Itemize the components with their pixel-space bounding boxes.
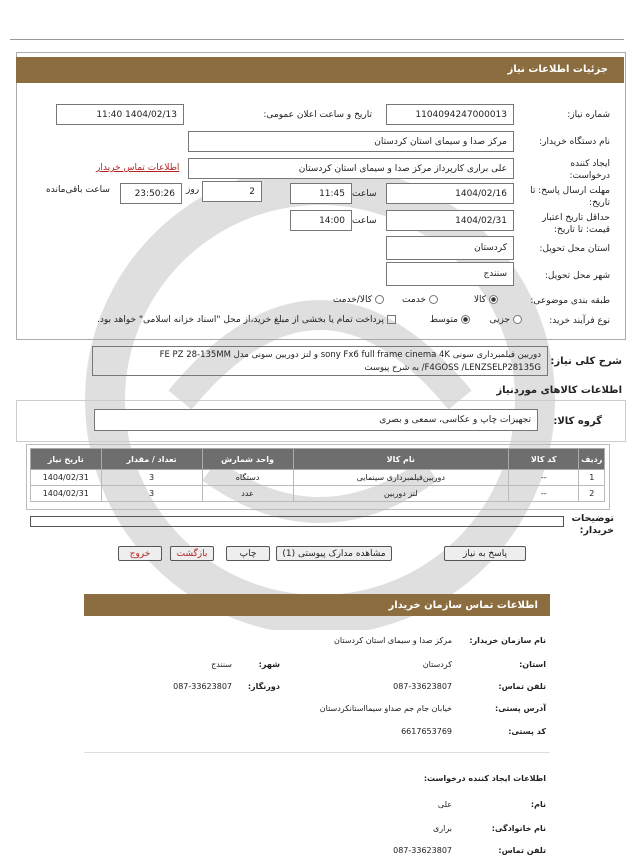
col-name: نام کالا <box>293 449 509 470</box>
validity-time-field[interactable]: 14:00 <box>290 210 352 231</box>
panel-title: جزئیات اطلاعات نیاز <box>507 64 608 75</box>
announce-field[interactable]: 1404/02/13 11:40 <box>56 104 184 125</box>
category-option-goods[interactable]: کالا <box>474 295 498 305</box>
contact-address-value: خیابان جام جم صداو سیمااستانکردستان <box>319 704 452 713</box>
attachments-button[interactable]: مشاهده مدارک پیوستی (1) <box>276 546 392 561</box>
buyer-notes-box <box>30 516 564 527</box>
goods-info-title: اطلاعات کالاهای موردنیاز <box>496 385 622 396</box>
creator-name-value: علی <box>437 800 452 809</box>
cell-row: 2 <box>579 486 605 502</box>
top-divider <box>10 39 624 40</box>
need-number-field[interactable]: 1104094247000013 <box>386 104 514 125</box>
contact-divider <box>84 752 550 753</box>
cell-unit: دستگاه <box>202 470 293 486</box>
cell-code: -- <box>509 486 579 502</box>
province-label: استان محل تحویل: <box>539 244 610 254</box>
deadline-time-field[interactable]: 11:45 <box>290 183 352 204</box>
remaining-field[interactable]: 23:50:26 <box>120 183 182 204</box>
col-date: تاریخ نیاز <box>31 449 102 470</box>
category-option-both[interactable]: کالا/خدمت <box>333 295 384 305</box>
creator-label: ایجاد کننده درخواست: <box>569 159 610 181</box>
contact-province-value: کردستان <box>422 660 452 669</box>
contact-org-label: نام سازمان خریدار: <box>469 636 546 645</box>
days-field[interactable]: 2 <box>202 181 262 202</box>
cell-qty: 3 <box>101 470 202 486</box>
process-option-medium[interactable]: متوسط <box>430 315 470 325</box>
days-label: روز <box>186 185 200 195</box>
buyer-notes-label: توضیحات خریدار: <box>571 513 614 536</box>
goods-group-field[interactable]: تجهیزات چاپ و عکاسی، سمعی و بصری <box>94 409 538 431</box>
cell-unit: عدد <box>202 486 293 502</box>
col-row: ردیف <box>579 449 605 470</box>
summary-line-1: دوربین فیلمبرداری سونی sony Fx6 full frame cinema 4K و لنز دوربین سونی مدل FE PZ 28-135MM <box>159 350 541 360</box>
table-row[interactable] <box>31 486 605 502</box>
contact-province-label: استان: <box>519 660 546 669</box>
announce-label: تاریخ و ساعت اعلان عمومی: <box>263 110 372 120</box>
deadline-label: مهلت ارسال پاسخ: تا تاریخ: <box>530 186 610 208</box>
cell-qty: 3 <box>101 486 202 502</box>
col-code: کد کالا <box>509 449 579 470</box>
process-option-minor[interactable]: جزیی <box>489 315 522 325</box>
buyer-org-label: نام دستگاه خریدار: <box>539 137 610 147</box>
exit-button[interactable]: خروج <box>118 546 162 561</box>
radio-icon <box>429 295 438 304</box>
deadline-date-field[interactable]: 1404/02/16 <box>386 183 514 204</box>
col-qty: تعداد / مقدار <box>101 449 202 470</box>
contact-fax-label: دورنگار: <box>247 682 280 691</box>
cell-date: 1404/02/31 <box>31 486 102 502</box>
cell-name: دوربین‌فیلمبرداری سینمایی <box>293 470 509 486</box>
cell-code: -- <box>509 470 579 486</box>
buyer-org-field[interactable]: مرکز صدا و سیمای استان کردستان <box>188 131 514 152</box>
contact-postal-value: 6617653769 <box>401 727 452 736</box>
creator-phone-label: تلفن تماس: <box>498 846 546 855</box>
need-number-label: شماره نیاز: <box>567 110 610 120</box>
creator-phone-value: 087-33623807 <box>393 846 452 855</box>
contact-postal-label: کد پستی: <box>508 727 546 736</box>
contact-city-label: شهر: <box>258 660 280 669</box>
goods-group-label: گروه کالا: <box>553 416 602 427</box>
radio-selected-icon <box>461 315 470 324</box>
validity-label: حداقل تاریخ اعتبار قیمت: تا تاریخ: <box>542 213 610 235</box>
contact-phone-label: تلفن تماس: <box>498 682 546 691</box>
table-row[interactable] <box>31 470 605 486</box>
radio-icon <box>375 295 384 304</box>
contact-city-value: سنندج <box>211 660 232 669</box>
print-button[interactable]: چاپ <box>226 546 270 561</box>
creator-section-title: اطلاعات ایجاد کننده درخواست: <box>423 774 546 783</box>
province-field[interactable]: کردستان <box>386 236 514 260</box>
items-table-header <box>31 449 605 470</box>
process-label: نوع فرآیند خرید: <box>549 316 610 326</box>
contact-org-value: مرکز صدا و سیمای استان کردستان <box>333 636 452 645</box>
contact-address-label: آدرس پستی: <box>495 704 546 713</box>
summary-box <box>92 346 548 376</box>
deadline-time-label: ساعت <box>352 189 377 199</box>
category-option-service[interactable]: خدمت <box>402 295 438 305</box>
creator-family-label: نام خانوادگی: <box>491 824 546 833</box>
contact-phone-value: 087-33623807 <box>393 682 452 691</box>
checkbox-icon <box>387 315 396 324</box>
reply-button[interactable]: پاسخ به نیاز <box>444 546 526 561</box>
contact-fax-value: 087-33623807 <box>173 682 232 691</box>
validity-date-field[interactable]: 1404/02/31 <box>386 210 514 231</box>
back-button[interactable]: بازگشت <box>170 546 214 561</box>
col-unit: واحد شمارش <box>202 449 293 470</box>
radio-selected-icon <box>489 295 498 304</box>
cell-date: 1404/02/31 <box>31 470 102 486</box>
creator-family-value: براری <box>433 824 452 833</box>
creator-field[interactable]: علی براری کارپرداز مرکز صدا و سیمای استان کردستان <box>188 158 514 179</box>
remaining-label: ساعت باقی‌مانده <box>46 185 110 195</box>
contact-title: اطلاعات تماس سازمان خریدار <box>388 600 538 611</box>
creator-name-label: نام: <box>530 800 546 809</box>
radio-icon <box>513 315 522 324</box>
summary-line-2: F4GOSS /LENZSELP28135G/ به شرح پیوست <box>364 363 541 373</box>
summary-label: شرح کلی نیاز: <box>550 356 622 367</box>
city-field[interactable]: سنندج <box>386 262 514 286</box>
items-table <box>30 448 605 502</box>
buyer-contact-link[interactable]: اطلاعات تماس خریدار <box>96 163 180 173</box>
cell-name: لنز دوربین <box>293 486 509 502</box>
treasury-option[interactable]: پرداخت تمام یا بخشی از مبلغ خرید،از محل "اسناد خزانه اسلامی" خواهد بود. <box>97 315 396 325</box>
cell-row: 1 <box>579 470 605 486</box>
category-label: طبقه بندی موضوعی: <box>530 296 610 306</box>
city-label: شهر محل تحویل: <box>544 271 610 281</box>
validity-time-label: ساعت <box>352 216 377 226</box>
